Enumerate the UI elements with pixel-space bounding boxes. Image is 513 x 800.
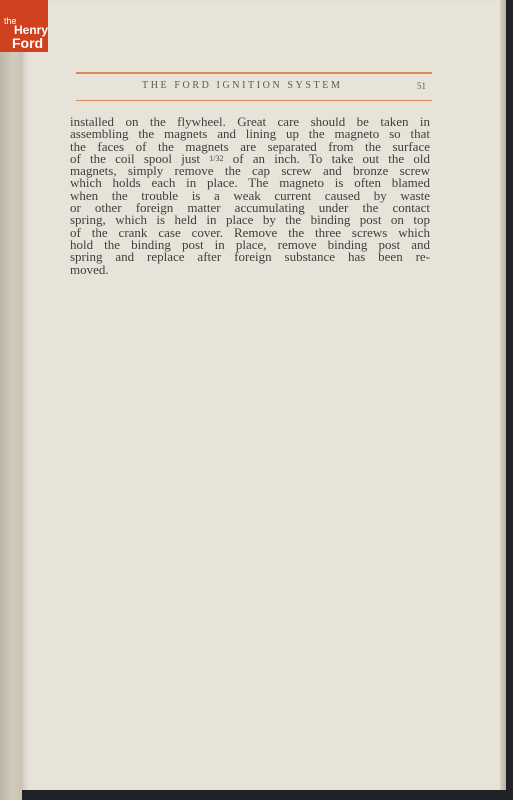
text-line: hold the binding post in place, remove binding post and <box>70 236 430 252</box>
running-head <box>76 80 432 94</box>
text-line: installed on the flywheel. Great care should be taken in <box>70 114 430 129</box>
text-line: which holds each in place. The magneto is often blamed <box>70 175 430 191</box>
logo-text-the: the <box>4 16 17 26</box>
header-rule-bottom <box>76 100 432 101</box>
text-fragment: of the coil spool just <box>70 150 201 166</box>
text-line: when the trouble is a weak current caused by waste <box>70 187 430 203</box>
page-edge <box>500 0 506 790</box>
text-line: the faces of the magnets are separated from the surface <box>70 138 430 154</box>
book-spine <box>0 0 22 800</box>
text-line: of the crank case cover. Remove the three screws which <box>70 224 430 240</box>
body-paragraph <box>70 116 430 276</box>
running-title: THE FORD IGNITION SYSTEM <box>142 80 343 91</box>
text-line: magnets, simply remove the cap screw and bronze screw <box>70 163 430 179</box>
text-line: spring and replace after foreign substance has been re- <box>70 249 430 265</box>
logo-text-ford: Ford <box>12 35 44 51</box>
text-line: spring, which is held in place by the binding post on top <box>70 212 430 228</box>
book-page <box>22 0 500 790</box>
logo-text-henry: Henry <box>14 23 49 37</box>
header-rule-top <box>76 72 432 74</box>
text-line: assembling the magnets and lining up the magneto so that <box>70 126 430 142</box>
text-line: or other foreign matter accumulating under the contact <box>70 200 430 216</box>
fraction: 1/32 <box>209 153 224 163</box>
text-fragment: of an inch. To take out the old <box>232 150 430 166</box>
text-line: moved. <box>70 261 109 277</box>
page-number: 51 <box>417 81 426 91</box>
henry-ford-logo <box>0 0 48 52</box>
